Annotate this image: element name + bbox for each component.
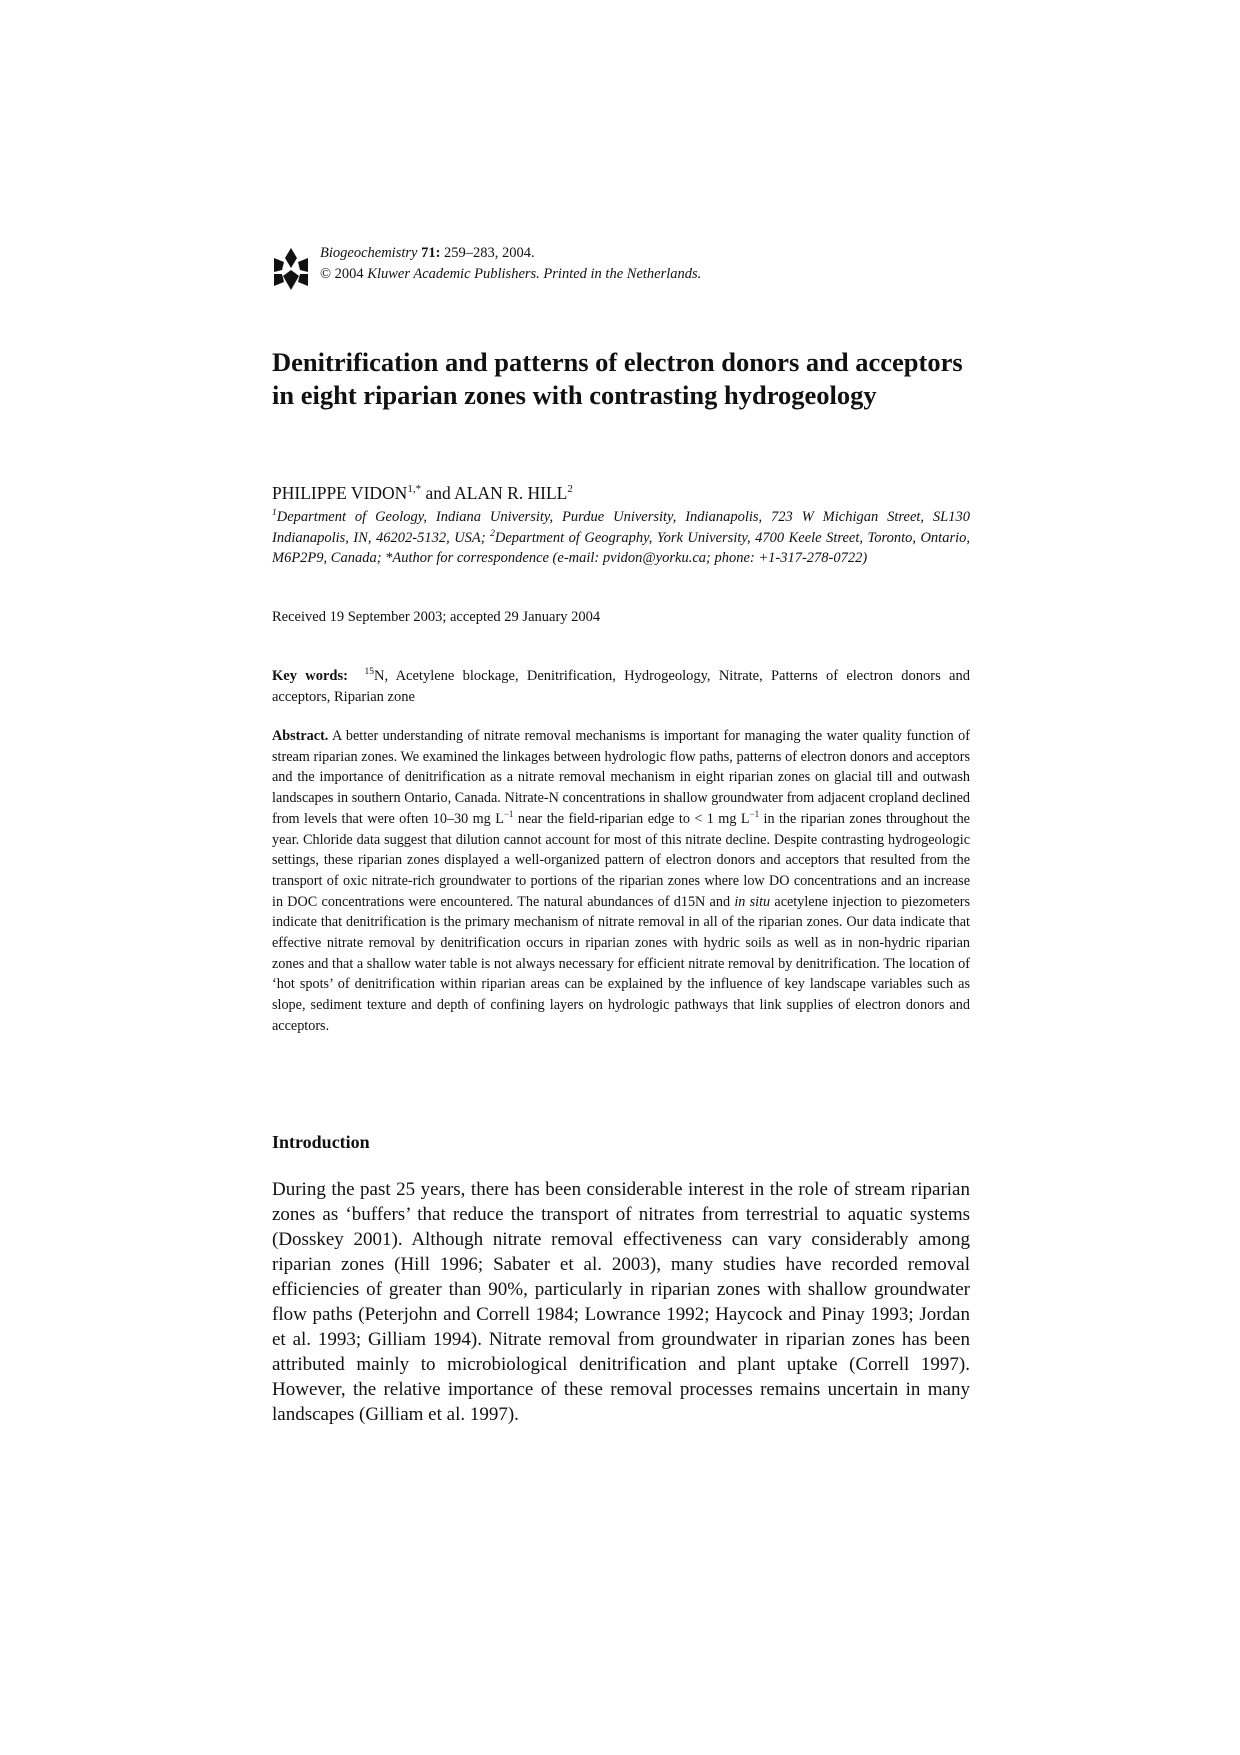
journal-pages-year: 259–283, 2004. — [440, 245, 535, 261]
abstract-exponent-2: −1 — [749, 808, 760, 819]
abstract-label: Abstract. — [272, 728, 329, 744]
journal-masthead — [272, 246, 970, 296]
affiliation-1-mark: 1 — [272, 508, 277, 518]
abstract-text-3: in the riparian zones throughout the year. Chloride data suggest that dilution cannot account for most of this nitrate decline. Despite contrasting hydrogeologic settings, these riparian zones displayed a well-organized pattern of electron donors and acceptors that resulted from the transport of oxic nitrate-rich groundwater to portions of the riparian zones where low DO concentrations and an increase in DOC concentrations were encountered. The natural abundances of d15N and — [272, 810, 970, 910]
affiliations — [272, 507, 970, 569]
author-line — [272, 481, 573, 505]
publisher-logo-icon — [272, 246, 310, 292]
introduction-paragraph: During the past 25 years, there has been considerable interest in the role of stream riparian zones as ‘buffers’ that reduce the transport of nitrates from terrestrial to aquatic systems (Dosskey 2001). Although nitrate removal effectiveness can vary considerably among riparian zones (Hill 1996; Sabater et al. 2003), many studies have recorded removal efficiencies of greater than 90%, particularly in riparian zones with shallow groundwater flow paths (Peterjohn and Correll 1984; Lowrance 1992; Haycock and Pinay 1993; Jordan et al. 1993; Gilliam 1994). Nitrate removal from groundwater in riparian zones has been attributed mainly to microbiological denitrification and plant uptake (Correll 1997). However, the relative importance of these removal processes remains uncertain in many landscapes (Gilliam et al. 1997). — [272, 1179, 970, 1425]
keywords-text: N, Acetylene blockage, Denitrification, Hydrogeology, Nitrate, Patterns of electron donors and acceptors, Riparian zone — [272, 668, 970, 705]
abstract-text-2: near the field-riparian edge to < 1 mg L — [513, 810, 750, 827]
affiliation-2-text: Department of Geography, York University, 4700 Keele Street, Toronto, Ontario, M6P2P9, Canada; *Author for correspondence (e-mail: pvidon@yorku.ca; phone: +1-317-278-0722) — [272, 529, 970, 566]
keywords-label: Key words: — [272, 668, 348, 684]
keywords-block — [272, 666, 970, 708]
copyright-line — [320, 264, 701, 285]
abstract-italic-term: in situ — [734, 893, 771, 910]
abstract-exponent-1: −1 — [503, 808, 514, 819]
copyright-symbol: © — [320, 266, 332, 282]
author-2-affiliation-mark: 2 — [567, 483, 573, 495]
affiliation-2-mark: 2 — [490, 528, 495, 539]
author-1: PHILIPPE VIDON — [272, 483, 408, 503]
journal-line — [320, 243, 701, 264]
copyright-year: 2004 — [331, 266, 368, 282]
journal-citation — [320, 243, 701, 285]
journal-name: Biogeochemistry — [320, 245, 418, 261]
abstract-text-4: acetylene injection to piezometers indicate that denitrification is the primary mechanism of nitrate removal in all of the riparian zones. Our data indicate that effective nitrate removal by denitrification occurs in riparian zones with hydric soils as well as in non-hydric riparian zones and that a shallow water table is not always necessary for efficient nitrate removal by denitrification. The location of ‘hot spots’ of denitrification within riparian areas can be explained by the influence of key landscape variables such as slope, sediment texture and depth of confining layers on hydrologic pathways that link supplies of electron donors and acceptors. — [272, 893, 970, 1034]
abstract-text-1: A better understanding of nitrate removal mechanisms is important for managing the water quality function of stream riparian zones. We examined the linkages between hydrologic flow paths, patterns of electron donors and acceptors and the importance of denitrification as a nitrate removal mechanism in eight riparian zones on glacial till and outwash landscapes in southern Ontario, Canada. Nitrate-N concentrations in shallow groundwater from adjacent cropland declined from levels that were often 10–30 mg L — [272, 728, 970, 827]
received-dates: Received 19 September 2003; accepted 29 January 2004 — [272, 609, 601, 625]
author-2: ALAN R. HILL — [454, 483, 568, 503]
author-connector: and — [421, 483, 455, 503]
publisher-name: Kluwer Academic Publishers. Printed in the Netherlands. — [367, 266, 702, 282]
abstract-block — [272, 726, 970, 1037]
keywords-isotope-mark: 15 — [364, 667, 374, 677]
introduction-heading: Introduction — [272, 1132, 370, 1152]
affiliation-1-text: Department of Geology, Indiana University, Purdue University, Indianapolis, 723 W Michigan Street, SL130 Indianapolis, IN, 46202-5132, USA; — [272, 509, 970, 546]
author-1-affiliation-mark: 1,* — [407, 483, 422, 495]
journal-volume: 71: — [421, 245, 441, 261]
article-title: Denitrification and patterns of electron donors and acceptors in eight riparian zones with contrasting hydrogeology — [272, 347, 963, 410]
